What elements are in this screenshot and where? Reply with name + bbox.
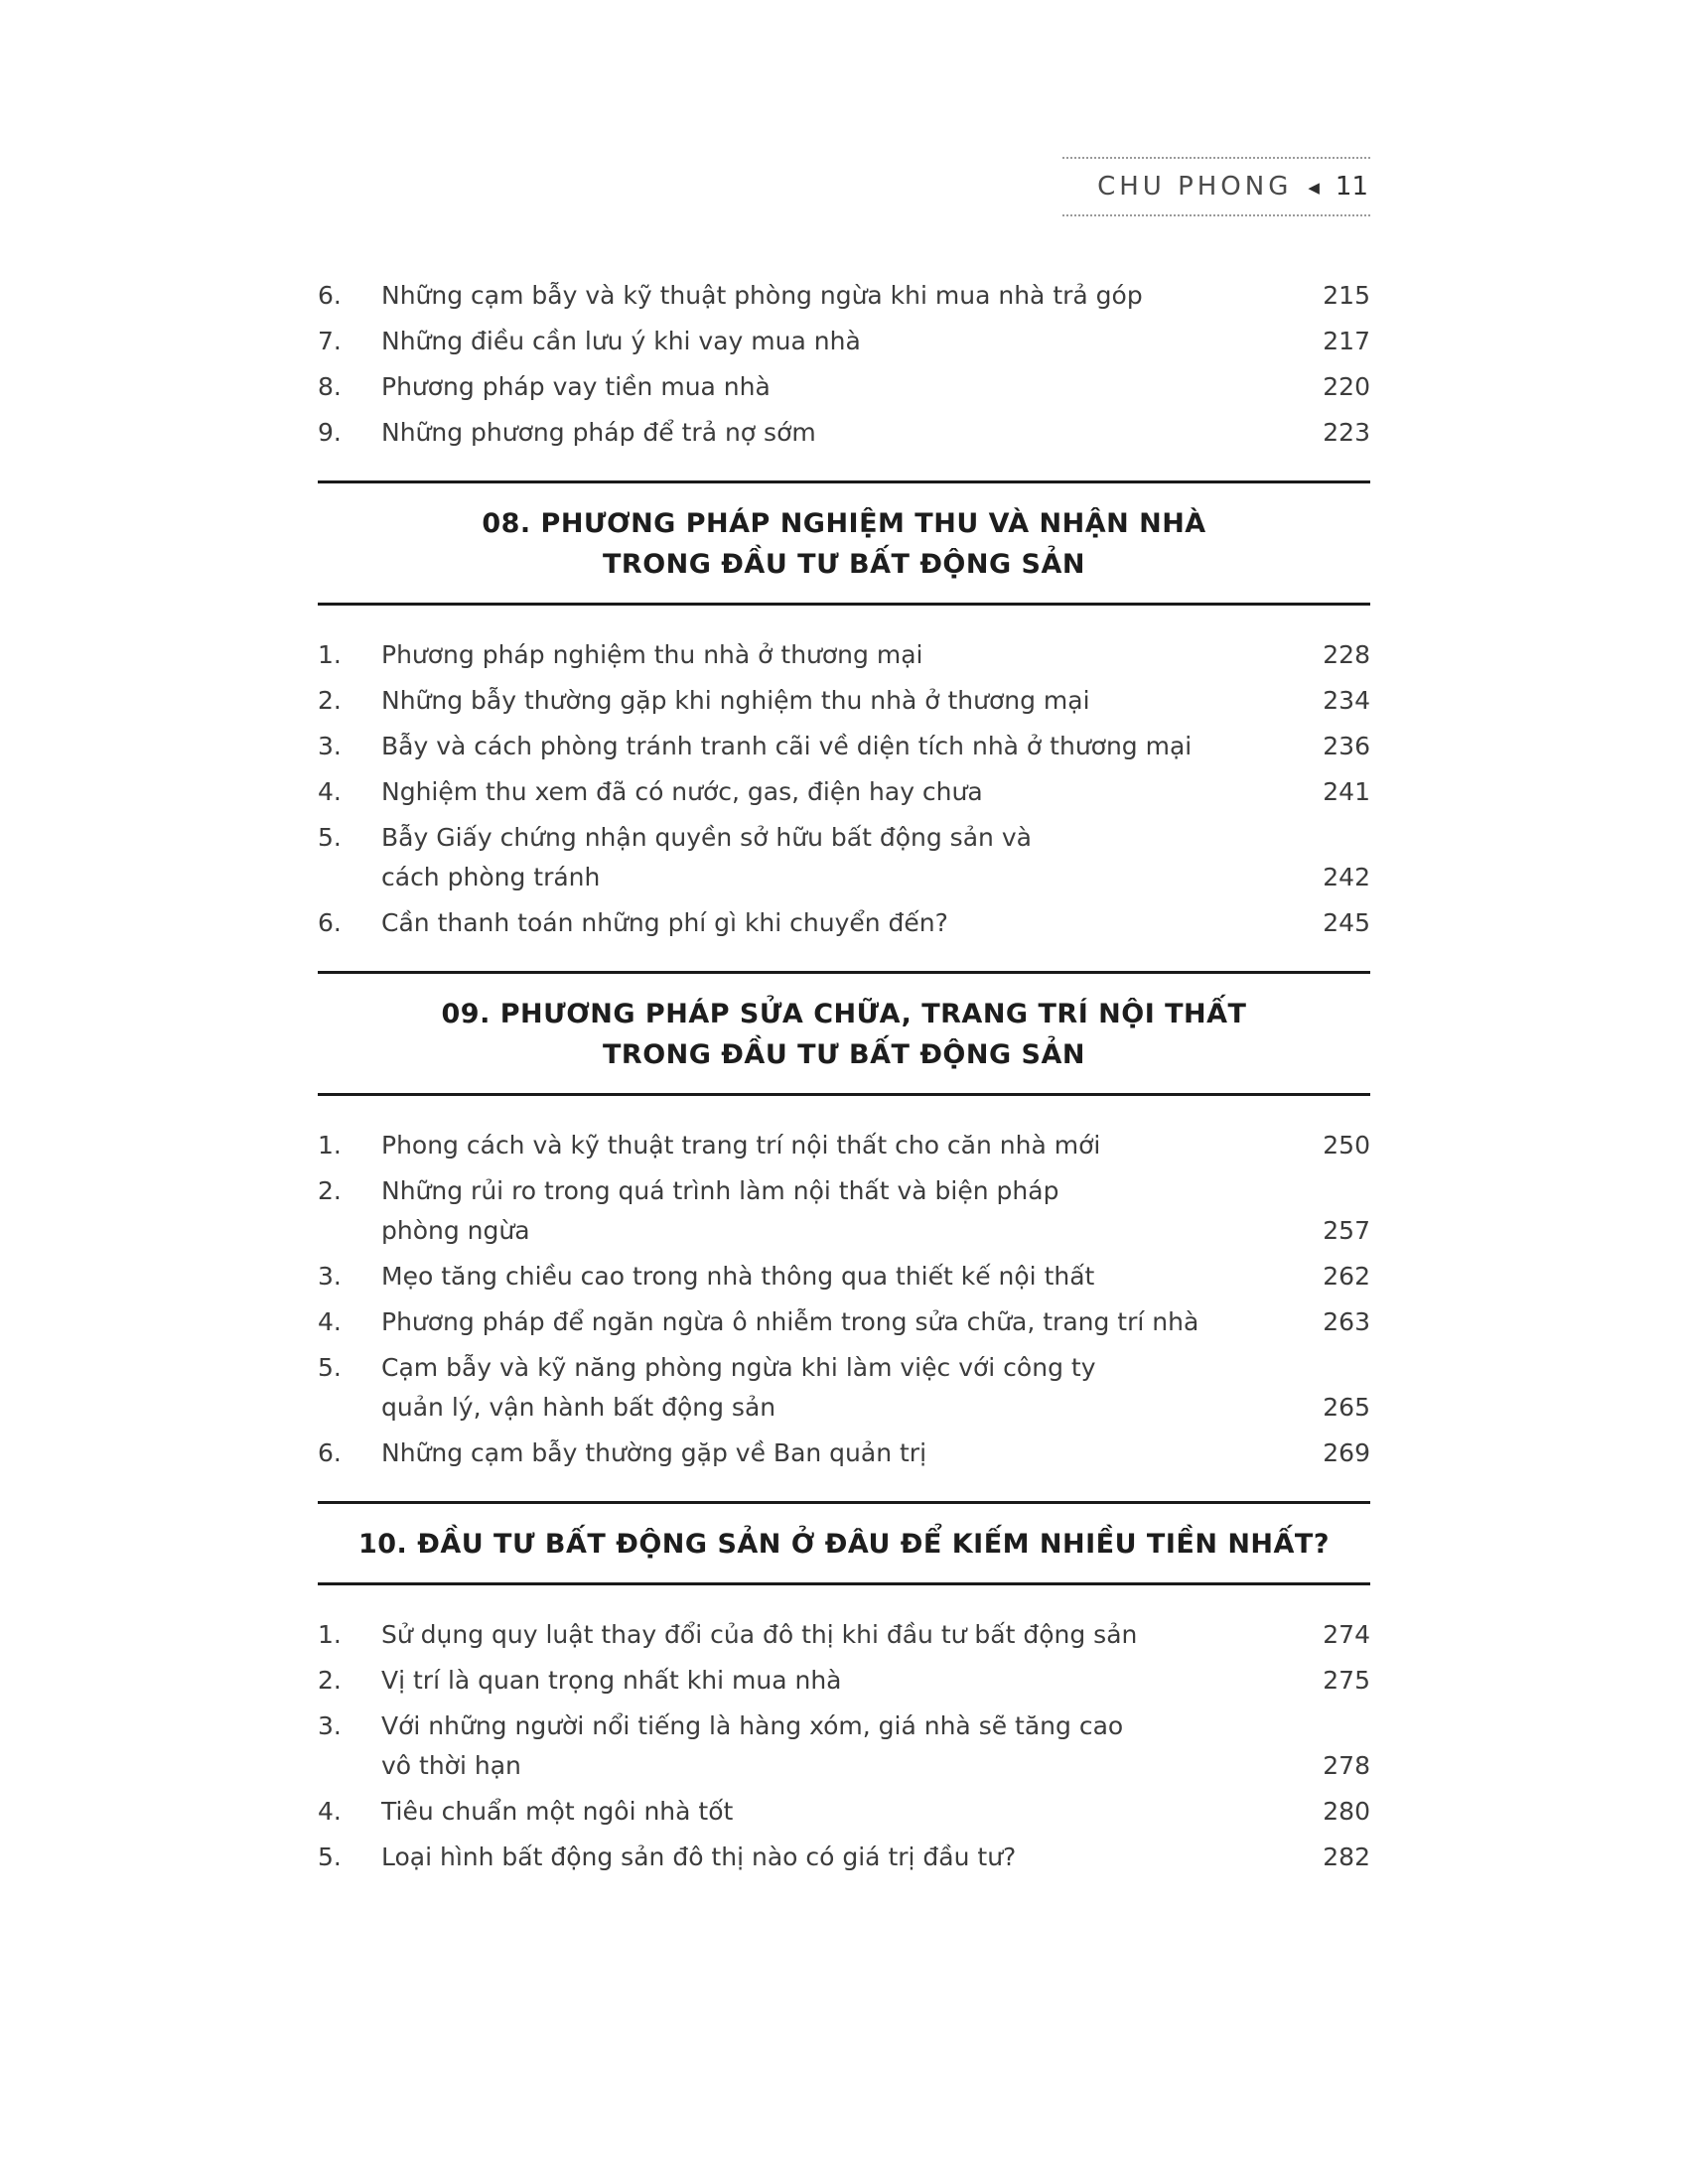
item-page-number: 223 (1323, 418, 1370, 447)
section-item-list (318, 635, 1370, 943)
item-page-number: 269 (1323, 1438, 1370, 1467)
toc-item (318, 1706, 1370, 1786)
toc-item (318, 727, 1370, 766)
toc-item (318, 903, 1370, 943)
item-title: Với những người nổi tiếng là hàng xóm, giá nhà sẽ tăng cao vô thời hạn (381, 1711, 1124, 1780)
left-triangle-icon: ◀ (1308, 179, 1320, 197)
item-title: Vị trí là quan trọng nhất khi mua nhà (381, 1666, 842, 1695)
item-number: 3. (318, 1262, 342, 1291)
item-page-number: 274 (1323, 1620, 1370, 1649)
item-page-number: 250 (1323, 1131, 1370, 1160)
item-title: Những phương pháp để trả nợ sớm (381, 418, 816, 447)
toc-content-column (318, 0, 1370, 1877)
item-title: Loại hình bất động sản đô thị nào có giá trị đầu tư? (381, 1843, 1017, 1871)
item-number: 6. (318, 908, 342, 937)
section-heading (318, 480, 1370, 606)
toc-item (318, 1126, 1370, 1165)
running-header (1062, 157, 1370, 216)
item-number: 3. (318, 732, 342, 760)
item-number: 1. (318, 1620, 342, 1649)
page-number: 11 (1335, 172, 1368, 202)
item-number: 1. (318, 640, 342, 669)
section-heading-line: 09. PHƯƠNG PHÁP SỬA CHỮA, TRANG TRÍ NỘI THẤT (441, 999, 1247, 1029)
item-title: Những điều cần lưu ý khi vay mua nhà (381, 327, 861, 355)
item-page-number: 220 (1323, 372, 1370, 401)
item-number: 4. (318, 1307, 342, 1336)
item-title: Mẹo tăng chiều cao trong nhà thông qua thiết kế nội thất (381, 1262, 1095, 1291)
item-title: Bẫy và cách phòng tránh tranh cãi về diện tích nhà ở thương mại (381, 732, 1193, 760)
item-title: Những bẫy thường gặp khi nghiệm thu nhà ở thương mại (381, 686, 1090, 715)
item-title: Phương pháp vay tiền mua nhà (381, 372, 771, 401)
toc-section (318, 480, 1370, 943)
item-number: 8. (318, 372, 342, 401)
toc-item (318, 413, 1370, 453)
item-number: 9. (318, 418, 342, 447)
toc-item (318, 1257, 1370, 1297)
toc-item (318, 681, 1370, 721)
section-heading-line: 10. ĐẦU TƯ BẤT ĐỘNG SẢN Ở ĐÂU ĐỂ KIẾM NHIỀU TIỀN NHẤT? (357, 1529, 1331, 1560)
item-number: 4. (318, 777, 342, 806)
item-title: Tiêu chuẩn một ngôi nhà tốt (381, 1797, 734, 1826)
section-item-list (318, 276, 1370, 453)
toc-item (318, 772, 1370, 812)
item-number: 2. (318, 686, 342, 715)
toc-item (318, 1792, 1370, 1832)
toc-sections (318, 276, 1370, 1877)
toc-section (318, 971, 1370, 1473)
item-number: 1. (318, 1131, 342, 1160)
item-title: Những cạm bẫy và kỹ thuật phòng ngừa khi mua nhà trả góp (381, 281, 1143, 310)
toc-item (318, 1838, 1370, 1877)
item-page-number: 265 (1323, 1393, 1370, 1422)
item-title: Phương pháp nghiệm thu nhà ở thương mại (381, 640, 923, 669)
toc-item (318, 635, 1370, 675)
toc-item (318, 1661, 1370, 1701)
item-page-number: 282 (1323, 1843, 1370, 1871)
section-item-list (318, 1126, 1370, 1473)
item-number: 4. (318, 1797, 342, 1826)
item-number: 5. (318, 1353, 342, 1382)
section-heading (318, 1501, 1370, 1585)
item-title: Nghiệm thu xem đã có nước, gas, điện hay chưa (381, 777, 983, 806)
item-title: Phong cách và kỹ thuật trang trí nội thất cho căn nhà mới (381, 1131, 1101, 1160)
item-title: Những rủi ro trong quá trình làm nội thất và biện pháp phòng ngừa (381, 1176, 1059, 1245)
item-page-number: 236 (1323, 732, 1370, 760)
item-page-number: 280 (1323, 1797, 1370, 1826)
item-page-number: 241 (1323, 777, 1370, 806)
item-title: Cần thanh toán những phí gì khi chuyển đến? (381, 908, 948, 937)
toc-item (318, 322, 1370, 361)
item-number: 7. (318, 327, 342, 355)
item-number: 5. (318, 823, 342, 852)
item-title: Bẫy Giấy chứng nhận quyền sở hữu bất động sản và cách phòng tránh (381, 823, 1032, 891)
section-item-list (318, 1615, 1370, 1877)
item-page-number: 242 (1323, 863, 1370, 891)
section-heading (318, 971, 1370, 1096)
toc-section (318, 1501, 1370, 1877)
toc-item (318, 1171, 1370, 1251)
item-title: Phương pháp để ngăn ngừa ô nhiễm trong sửa chữa, trang trí nhà (381, 1307, 1199, 1336)
item-number: 2. (318, 1666, 342, 1695)
section-heading-line: 08. PHƯƠNG PHÁP NGHIỆM THU VÀ NHẬN NHÀ (482, 508, 1206, 539)
toc-item (318, 367, 1370, 407)
toc-item (318, 1348, 1370, 1428)
item-page-number: 263 (1323, 1307, 1370, 1336)
item-number: 6. (318, 281, 342, 310)
item-title: Sử dụng quy luật thay đổi của đô thị khi đầu tư bất động sản (381, 1620, 1138, 1649)
item-page-number: 228 (1323, 640, 1370, 669)
toc-item (318, 276, 1370, 316)
section-heading-line: TRONG ĐẦU TƯ BẤT ĐỘNG SẢN (602, 549, 1085, 580)
item-page-number: 245 (1323, 908, 1370, 937)
toc-item (318, 1433, 1370, 1473)
item-page-number: 257 (1323, 1216, 1370, 1245)
page-header (318, 157, 1370, 216)
item-page-number: 234 (1323, 686, 1370, 715)
section-heading-line: TRONG ĐẦU TƯ BẤT ĐỘNG SẢN (602, 1039, 1085, 1070)
toc-item (318, 1615, 1370, 1655)
item-page-number: 217 (1323, 327, 1370, 355)
item-page-number: 275 (1323, 1666, 1370, 1695)
author-name: CHU PHONG (1097, 172, 1293, 202)
toc-item (318, 818, 1370, 897)
item-page-number: 262 (1323, 1262, 1370, 1291)
item-page-number: 278 (1323, 1751, 1370, 1780)
item-number: 6. (318, 1438, 342, 1467)
item-number: 2. (318, 1176, 342, 1205)
item-page-number: 215 (1323, 281, 1370, 310)
toc-item (318, 1302, 1370, 1342)
toc-section (318, 276, 1370, 453)
item-number: 3. (318, 1711, 342, 1740)
item-title: Những cạm bẫy thường gặp về Ban quản trị (381, 1438, 927, 1467)
item-number: 5. (318, 1843, 342, 1871)
item-title: Cạm bẫy và kỹ năng phòng ngừa khi làm việc với công ty quản lý, vận hành bất động sản (381, 1353, 1096, 1422)
